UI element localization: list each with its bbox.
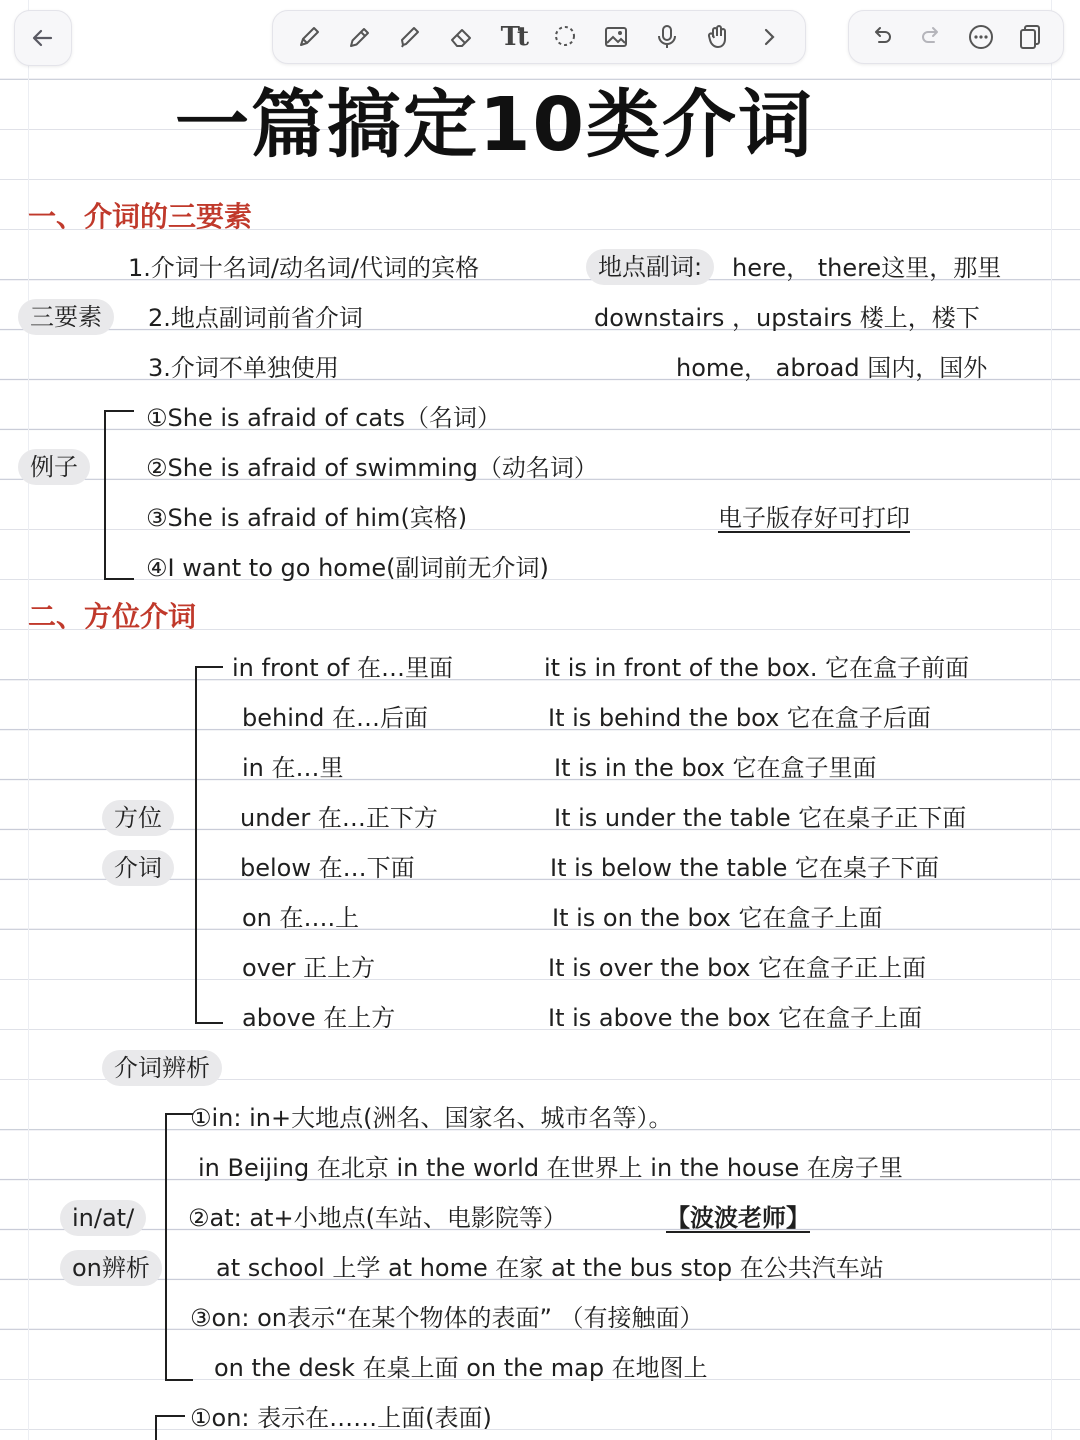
position-example-1: it is in front of the box. 它在盒子前面 xyxy=(544,654,970,682)
document-actions xyxy=(848,10,1064,64)
position-bracket-top xyxy=(195,666,223,668)
in-examples: in Beijing 在北京 in the world 在世界上 in the house 在房子里 xyxy=(198,1154,903,1182)
adverb-line-1: here， there这里，那里 xyxy=(732,254,1002,282)
adverb-line-3: home， abroad 国内，国外 xyxy=(676,354,988,382)
chevron-right-icon[interactable] xyxy=(752,20,786,54)
section-heading-1: 一、介词的三要素 xyxy=(28,200,253,233)
text-tool-icon[interactable]: Tt xyxy=(500,22,527,52)
back-button[interactable] xyxy=(14,10,72,66)
in-at-on-bracket-top xyxy=(165,1113,193,1115)
example-1: ①She is afraid of cats（名词） xyxy=(146,404,501,432)
highlighter-icon[interactable] xyxy=(394,20,428,54)
rule-item-1: 1.介词十名词/动名词/代词的宾格 xyxy=(128,254,480,282)
on-rule: ③on: on表示“在某个物体的表面” （有接触面） xyxy=(190,1304,704,1332)
position-word-2: behind 在…后面 xyxy=(242,704,428,732)
section-heading-2: 二、方位介词 xyxy=(28,600,197,633)
microphone-icon[interactable] xyxy=(650,20,684,54)
page-title: 一篇搞定10类介词 xyxy=(175,82,814,168)
position-word-8: above 在上方 xyxy=(242,1004,396,1032)
in-at-on-tag-2: on辨析 xyxy=(60,1250,162,1286)
eraser-icon[interactable] xyxy=(445,20,479,54)
example-4: ④I want to go home(副词前无介词) xyxy=(146,554,549,582)
examples-tag: 例子 xyxy=(18,449,90,485)
position-word-5: below 在…下面 xyxy=(240,854,415,882)
adverb-tag: 地点副词: xyxy=(586,249,714,285)
teacher-credit: 【波波老师】 xyxy=(666,1204,810,1232)
three-elements-tag: 三要素 xyxy=(18,299,114,335)
notes-toolbar xyxy=(0,0,1080,78)
position-example-8: It is above the box 它在盒子上面 xyxy=(548,1004,923,1032)
position-example-6: It is on the box 它在盒子上面 xyxy=(552,904,883,932)
adverb-line-2: downstairs ，upstairs 楼上，楼下 xyxy=(594,304,980,332)
pencil-icon[interactable] xyxy=(343,20,377,54)
at-rule: ②at: at+小地点(车站、电影院等） xyxy=(188,1204,567,1232)
hand-draw-icon[interactable] xyxy=(701,20,735,54)
examples-bracket-bottom xyxy=(104,578,134,580)
position-example-2: It is behind the box 它在盒子后面 xyxy=(548,704,931,732)
rule-item-2: 2.地点副词前省介词 xyxy=(148,304,363,332)
arrow-left-icon xyxy=(26,21,60,55)
pen-icon[interactable] xyxy=(292,20,326,54)
examples-bracket-top xyxy=(104,410,134,412)
lasso-icon[interactable] xyxy=(548,20,582,54)
pages-icon[interactable] xyxy=(1013,20,1047,54)
next-bracket xyxy=(155,1415,157,1440)
position-example-5: It is below the table 它在桌子下面 xyxy=(550,854,939,882)
in-at-on-bracket-bottom xyxy=(165,1379,193,1381)
tool-palette xyxy=(272,10,806,64)
position-word-6: on 在….上 xyxy=(242,904,360,932)
position-word-1: in front of 在…里面 xyxy=(232,654,453,682)
more-icon[interactable] xyxy=(964,20,998,54)
position-example-3: It is in the box 它在盒子里面 xyxy=(554,754,877,782)
at-examples: at school 上学 at home 在家 at the bus stop 在公共汽车站 xyxy=(216,1254,884,1282)
example-3: ③She is afraid of him(宾格) xyxy=(146,504,468,532)
position-word-4: under 在…正下方 xyxy=(240,804,438,832)
position-example-4: It is under the table 它在桌子正下面 xyxy=(554,804,967,832)
rule-item-3: 3.介词不单独使用 xyxy=(148,354,339,382)
examples-bracket xyxy=(104,410,106,580)
position-example-7: It is over the box 它在盒子正上面 xyxy=(548,954,927,982)
on-surface-rule: ①on: 表示在……上面(表面) xyxy=(190,1404,492,1432)
undo-icon[interactable] xyxy=(865,20,899,54)
position-word-3: in 在…里 xyxy=(242,754,344,782)
redo-icon[interactable] xyxy=(914,20,948,54)
position-bracket-bottom xyxy=(195,1022,223,1024)
position-tag-2: 介词 xyxy=(102,850,174,886)
analysis-tag: 介词辨析 xyxy=(102,1050,222,1086)
image-icon[interactable] xyxy=(599,20,633,54)
in-at-on-tag-1: in/at/ xyxy=(60,1200,146,1236)
position-bracket xyxy=(195,666,197,1024)
print-note: 电子版存好可打印 xyxy=(718,504,910,532)
next-bracket-top xyxy=(155,1415,185,1417)
on-examples: on the desk 在桌上面 on the map 在地图上 xyxy=(214,1354,708,1382)
position-word-7: over 正上方 xyxy=(242,954,376,982)
example-2: ②She is afraid of swimming（动名词） xyxy=(146,454,598,482)
in-rule: ①in: in+大地点(洲名、国家名、城市名等）。 xyxy=(190,1104,673,1132)
in-at-on-bracket xyxy=(165,1113,167,1381)
position-tag-1: 方位 xyxy=(102,800,174,836)
